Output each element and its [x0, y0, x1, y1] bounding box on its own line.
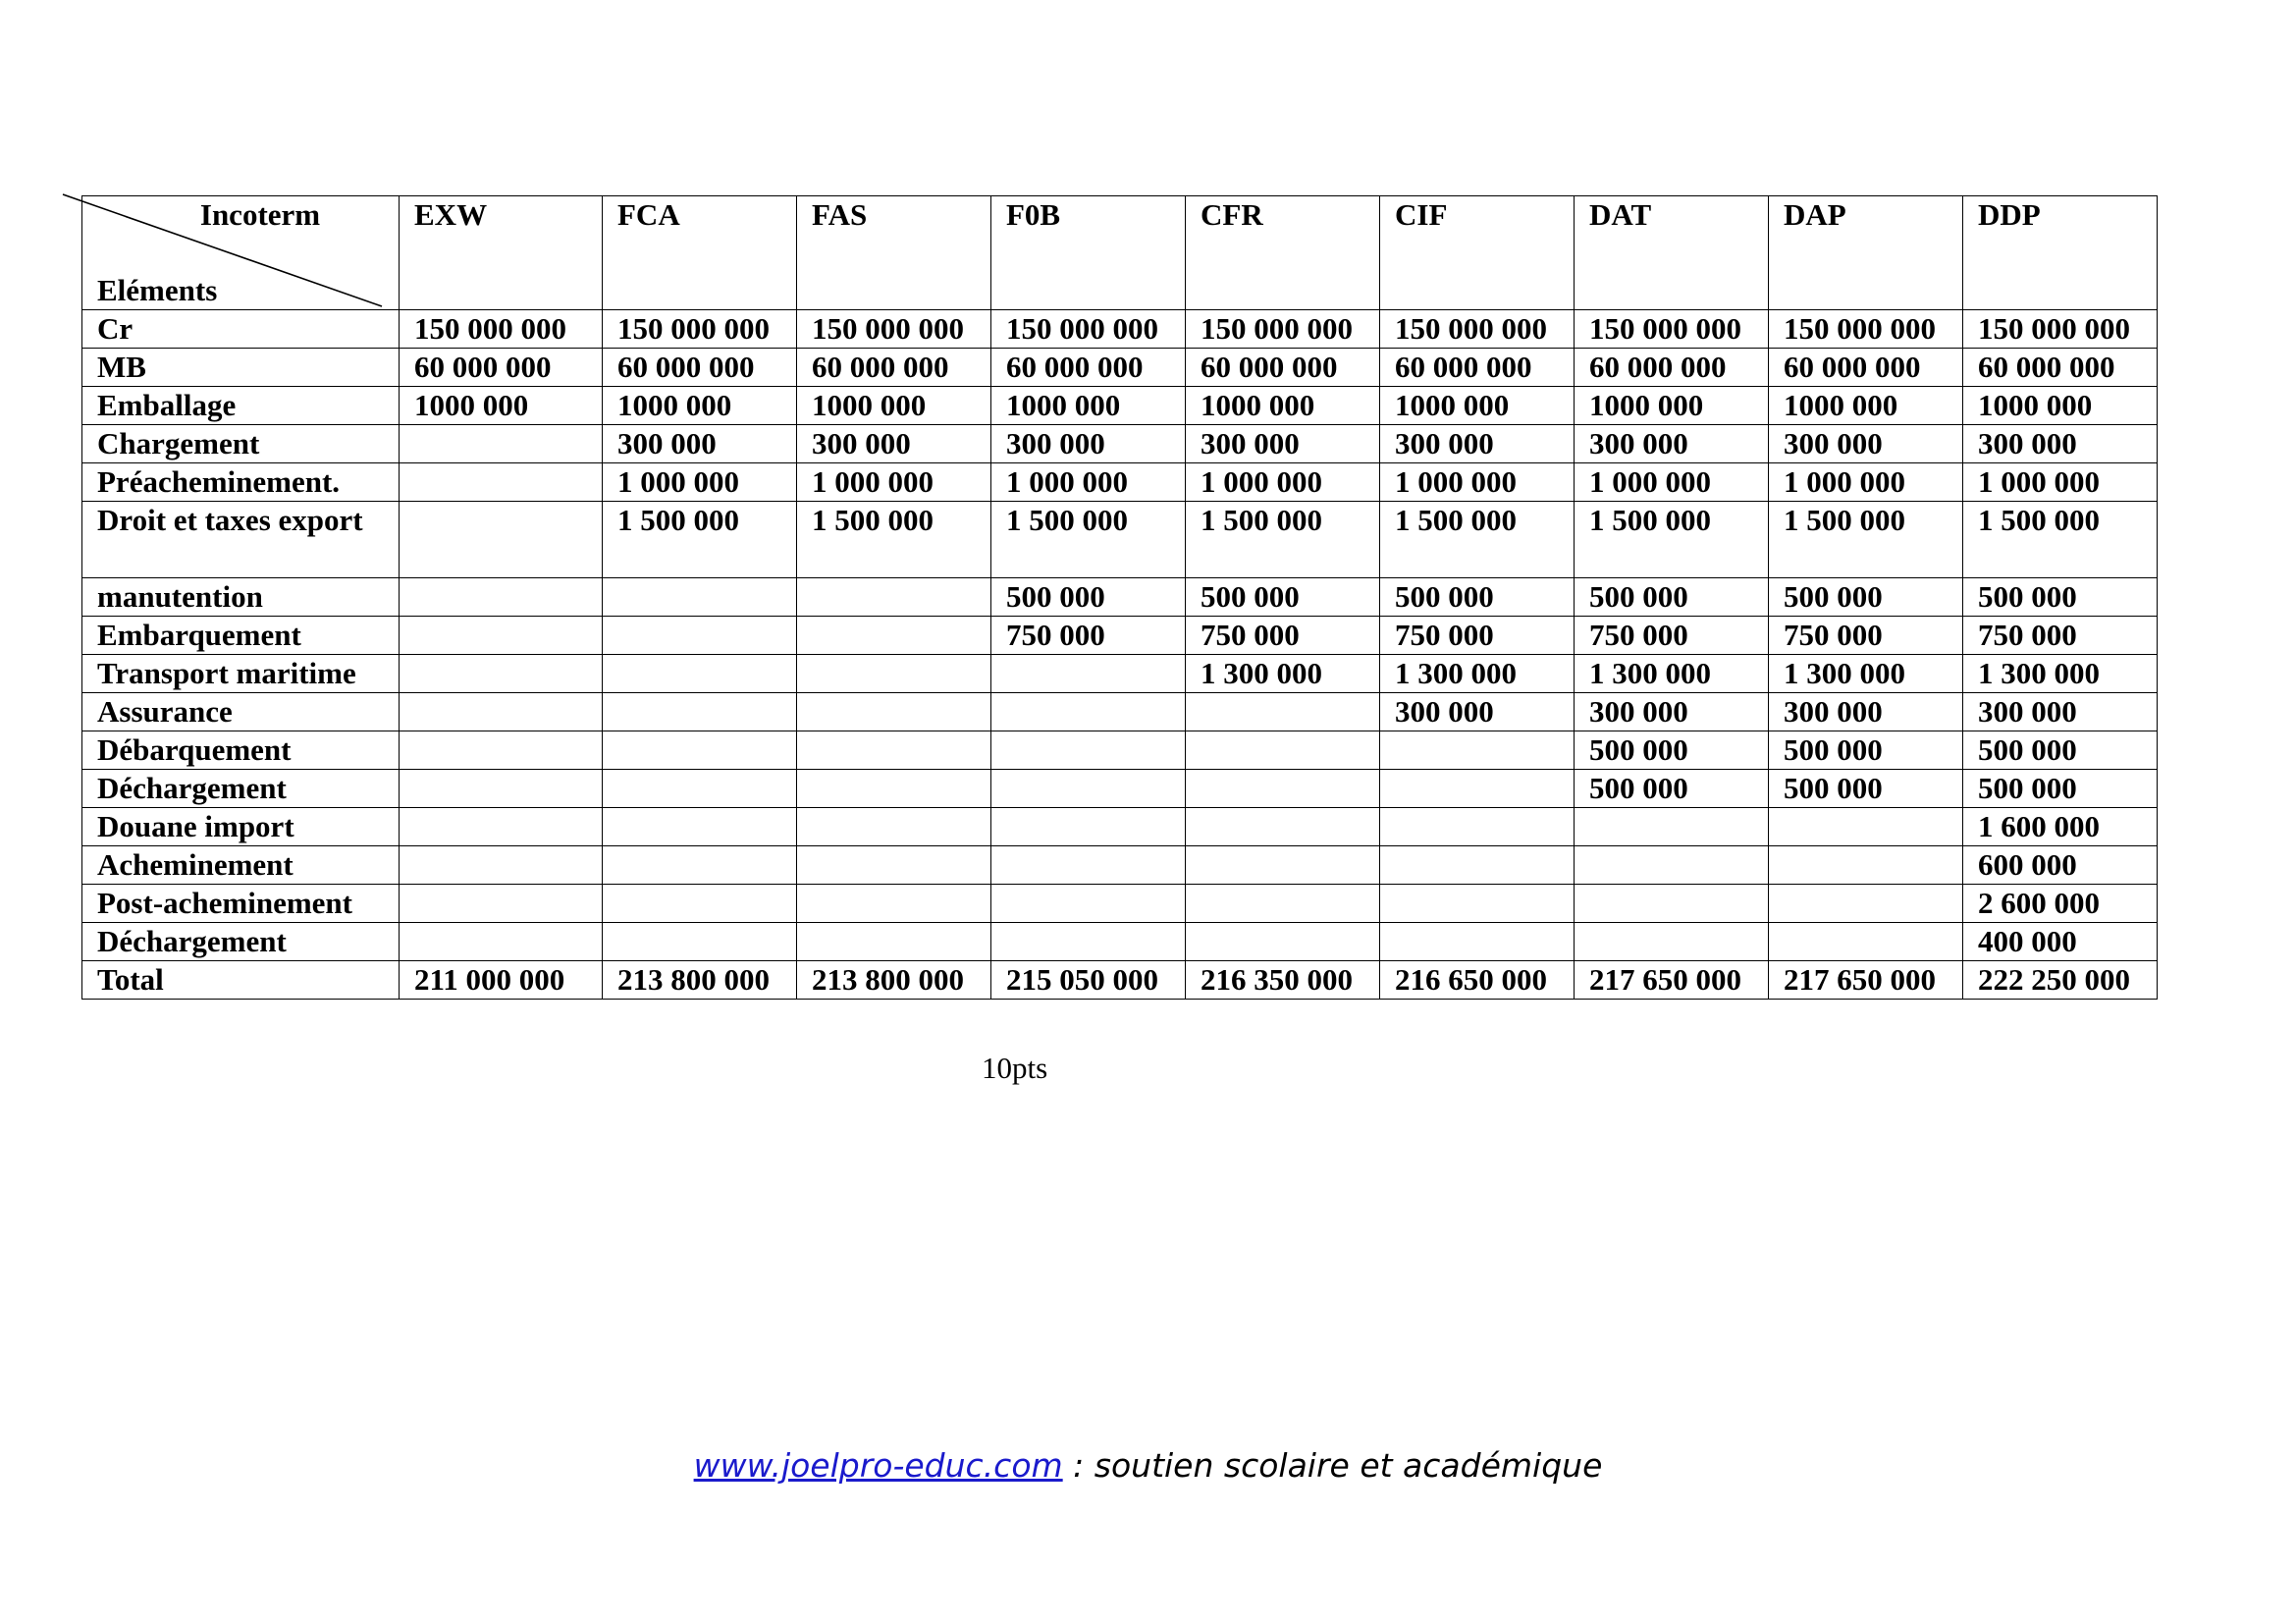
- table-cell: 750 000: [1186, 617, 1380, 655]
- table-cell: 750 000: [1769, 617, 1963, 655]
- row-label: Embarquement: [82, 617, 400, 655]
- row-label: Débarquement: [82, 731, 400, 770]
- table-cell: [797, 846, 991, 885]
- footer-tagline: : soutien scolaire et académique: [1062, 1446, 1603, 1485]
- table-cell: [1769, 846, 1963, 885]
- table-cell: 60 000 000: [797, 349, 991, 387]
- table-cell: [1575, 885, 1769, 923]
- table-row: [82, 578, 2158, 617]
- row-label: Emballage: [82, 387, 400, 425]
- table-cell: 1 000 000: [1769, 463, 1963, 502]
- table-cell: 1000 000: [603, 387, 797, 425]
- table-row: [82, 502, 2158, 578]
- table-cell: 1 000 000: [1380, 463, 1575, 502]
- table-cell: 216 650 000: [1380, 961, 1575, 1000]
- table-cell: 1 500 000: [603, 502, 797, 578]
- table-cell: 300 000: [1963, 693, 2158, 731]
- table-cell: [603, 731, 797, 770]
- table-row: [82, 617, 2158, 655]
- table-cell: [400, 885, 603, 923]
- table-cell: 1000 000: [1769, 387, 1963, 425]
- table-cell: 211 000 000: [400, 961, 603, 1000]
- table-cell: 60 000 000: [1186, 349, 1380, 387]
- table-cell: 60 000 000: [400, 349, 603, 387]
- table-cell: [1575, 846, 1769, 885]
- table-cell: 750 000: [1963, 617, 2158, 655]
- incoterm-cost-table: [81, 195, 2158, 1000]
- table-cell: [797, 693, 991, 731]
- column-header: DAP: [1769, 196, 1963, 310]
- table-cell: [400, 770, 603, 808]
- table-cell: 150 000 000: [603, 310, 797, 349]
- table-cell: 500 000: [991, 578, 1186, 617]
- table-cell: 1 500 000: [797, 502, 991, 578]
- table-cell: 300 000: [991, 425, 1186, 463]
- table-cell: [797, 808, 991, 846]
- table-cell: 150 000 000: [1186, 310, 1380, 349]
- table-row: [82, 961, 2158, 1000]
- row-label: Droit et taxes export: [82, 502, 400, 578]
- table-cell: 500 000: [1380, 578, 1575, 617]
- table-cell: 1 000 000: [797, 463, 991, 502]
- table-cell: 300 000: [1769, 693, 1963, 731]
- header-row: [82, 196, 2158, 310]
- table-row: [82, 923, 2158, 961]
- table-cell: 213 800 000: [603, 961, 797, 1000]
- column-header: FCA: [603, 196, 797, 310]
- table-cell: 1000 000: [1380, 387, 1575, 425]
- column-header: F0B: [991, 196, 1186, 310]
- corner-header-cell: [82, 196, 400, 310]
- row-label: Déchargement: [82, 770, 400, 808]
- table-cell: 300 000: [1186, 425, 1380, 463]
- table-cell: [400, 617, 603, 655]
- table-cell: 1 500 000: [1575, 502, 1769, 578]
- table-row: [82, 463, 2158, 502]
- table-cell: [603, 617, 797, 655]
- table-cell: 500 000: [1963, 578, 2158, 617]
- table-cell: [603, 655, 797, 693]
- column-header: CFR: [1186, 196, 1380, 310]
- table-cell: 222 250 000: [1963, 961, 2158, 1000]
- table-cell: [797, 655, 991, 693]
- table-cell: 150 000 000: [1963, 310, 2158, 349]
- column-header: CIF: [1380, 196, 1575, 310]
- table-cell: 60 000 000: [603, 349, 797, 387]
- table-cell: [1575, 808, 1769, 846]
- table-row: [82, 425, 2158, 463]
- table-cell: 400 000: [1963, 923, 2158, 961]
- row-label: Acheminement: [82, 846, 400, 885]
- table-cell: [1186, 808, 1380, 846]
- table-cell: 150 000 000: [1380, 310, 1575, 349]
- table-cell: 1 500 000: [991, 502, 1186, 578]
- table-cell: [1769, 923, 1963, 961]
- table-cell: [991, 885, 1186, 923]
- table-cell: [1186, 731, 1380, 770]
- row-label: Post-acheminement: [82, 885, 400, 923]
- table-cell: 1 000 000: [1186, 463, 1380, 502]
- table-row: [82, 349, 2158, 387]
- table-cell: 150 000 000: [400, 310, 603, 349]
- table-cell: [1380, 808, 1575, 846]
- table-cell: [603, 923, 797, 961]
- table-cell: [603, 808, 797, 846]
- table-cell: 213 800 000: [797, 961, 991, 1000]
- table-cell: [603, 578, 797, 617]
- table-cell: [603, 846, 797, 885]
- table-cell: [991, 846, 1186, 885]
- table-row: [82, 655, 2158, 693]
- table-cell: 500 000: [1186, 578, 1380, 617]
- table-cell: 300 000: [1963, 425, 2158, 463]
- column-header: EXW: [400, 196, 603, 310]
- table-row: [82, 808, 2158, 846]
- table-cell: 1 500 000: [1380, 502, 1575, 578]
- table-cell: [1769, 885, 1963, 923]
- table-cell: 1 000 000: [991, 463, 1186, 502]
- table-cell: 1 300 000: [1186, 655, 1380, 693]
- table-cell: [1380, 885, 1575, 923]
- table-cell: 60 000 000: [1575, 349, 1769, 387]
- table-cell: 500 000: [1769, 578, 1963, 617]
- table-cell: [1186, 770, 1380, 808]
- table-cell: 60 000 000: [1380, 349, 1575, 387]
- table-cell: [991, 655, 1186, 693]
- table-cell: [400, 463, 603, 502]
- table-cell: [1380, 731, 1575, 770]
- table-cell: 150 000 000: [1575, 310, 1769, 349]
- table-cell: [991, 923, 1186, 961]
- table-cell: 1000 000: [400, 387, 603, 425]
- table-cell: [797, 617, 991, 655]
- table-cell: [1769, 808, 1963, 846]
- table-cell: 300 000: [797, 425, 991, 463]
- table-cell: [797, 770, 991, 808]
- table-cell: 300 000: [1575, 425, 1769, 463]
- table-cell: 217 650 000: [1575, 961, 1769, 1000]
- row-label: Déchargement: [82, 923, 400, 961]
- table-cell: [797, 578, 991, 617]
- table-cell: [400, 425, 603, 463]
- row-label: Chargement: [82, 425, 400, 463]
- table-cell: 150 000 000: [1769, 310, 1963, 349]
- table-cell: [400, 923, 603, 961]
- table-cell: [1186, 923, 1380, 961]
- corner-label-elements: Eléments: [97, 273, 218, 307]
- table-cell: 60 000 000: [1963, 349, 2158, 387]
- footer: [0, 1446, 2296, 1485]
- table-row: [82, 693, 2158, 731]
- row-label: Préacheminement.: [82, 463, 400, 502]
- table-cell: [400, 502, 603, 578]
- table-row: [82, 310, 2158, 349]
- table-cell: 300 000: [603, 425, 797, 463]
- table-cell: 300 000: [1769, 425, 1963, 463]
- table-cell: 215 050 000: [991, 961, 1186, 1000]
- table-cell: 300 000: [1380, 693, 1575, 731]
- table-cell: 1 300 000: [1963, 655, 2158, 693]
- table-cell: 1000 000: [797, 387, 991, 425]
- table-cell: 60 000 000: [991, 349, 1186, 387]
- table-cell: [1575, 923, 1769, 961]
- table-cell: 150 000 000: [797, 310, 991, 349]
- table-cell: 150 000 000: [991, 310, 1186, 349]
- table-cell: 1 300 000: [1380, 655, 1575, 693]
- table-cell: 1 000 000: [1575, 463, 1769, 502]
- row-label: manutention: [82, 578, 400, 617]
- row-label: Assurance: [82, 693, 400, 731]
- table-cell: [1380, 770, 1575, 808]
- table-cell: [400, 578, 603, 617]
- points-note: 10pts: [982, 1051, 1048, 1085]
- table-cell: [603, 693, 797, 731]
- table-row: [82, 885, 2158, 923]
- table-cell: 1 000 000: [1963, 463, 2158, 502]
- table-cell: [797, 731, 991, 770]
- corner-label-incoterm: Incoterm: [199, 197, 321, 232]
- table-cell: 1 300 000: [1769, 655, 1963, 693]
- table-cell: [1186, 885, 1380, 923]
- table-cell: 2 600 000: [1963, 885, 2158, 923]
- table-cell: 1 600 000: [1963, 808, 2158, 846]
- row-label: MB: [82, 349, 400, 387]
- table-cell: 1 500 000: [1186, 502, 1380, 578]
- table-cell: [991, 693, 1186, 731]
- website-link[interactable]: www.joelpro-educ.com: [693, 1446, 1063, 1485]
- table-cell: 500 000: [1575, 770, 1769, 808]
- column-header: FAS: [797, 196, 991, 310]
- table-cell: [1380, 846, 1575, 885]
- table-cell: [603, 770, 797, 808]
- table-cell: 216 350 000: [1186, 961, 1380, 1000]
- table-cell: [400, 693, 603, 731]
- table-cell: 1 500 000: [1769, 502, 1963, 578]
- table-cell: 500 000: [1575, 578, 1769, 617]
- table-cell: 750 000: [1575, 617, 1769, 655]
- table-cell: [1186, 693, 1380, 731]
- table-cell: 750 000: [991, 617, 1186, 655]
- table-cell: 1 300 000: [1575, 655, 1769, 693]
- table-cell: 300 000: [1380, 425, 1575, 463]
- row-label: Transport maritime: [82, 655, 400, 693]
- table-row: [82, 846, 2158, 885]
- table-cell: [400, 731, 603, 770]
- table-cell: 1000 000: [1575, 387, 1769, 425]
- table-cell: [797, 923, 991, 961]
- table-cell: 750 000: [1380, 617, 1575, 655]
- table-cell: 1 500 000: [1963, 502, 2158, 578]
- column-header: DAT: [1575, 196, 1769, 310]
- table-cell: [991, 770, 1186, 808]
- row-label: Total: [82, 961, 400, 1000]
- table-cell: 1000 000: [991, 387, 1186, 425]
- table-cell: 217 650 000: [1769, 961, 1963, 1000]
- table-cell: 500 000: [1769, 731, 1963, 770]
- table-cell: 500 000: [1769, 770, 1963, 808]
- table-cell: [1186, 846, 1380, 885]
- table-cell: 500 000: [1963, 770, 2158, 808]
- table-cell: 500 000: [1575, 731, 1769, 770]
- table-row: [82, 731, 2158, 770]
- table-cell: 1000 000: [1963, 387, 2158, 425]
- table-row: [82, 770, 2158, 808]
- table-cell: 300 000: [1575, 693, 1769, 731]
- table-row: [82, 387, 2158, 425]
- table-cell: [400, 808, 603, 846]
- table-cell: [400, 846, 603, 885]
- table-cell: [1380, 923, 1575, 961]
- table-cell: [400, 655, 603, 693]
- row-label: Douane import: [82, 808, 400, 846]
- table-cell: [991, 808, 1186, 846]
- table-cell: 500 000: [1963, 731, 2158, 770]
- table-cell: [991, 731, 1186, 770]
- table-cell: 1000 000: [1186, 387, 1380, 425]
- table-cell: 60 000 000: [1769, 349, 1963, 387]
- table-cell: [603, 885, 797, 923]
- column-header: DDP: [1963, 196, 2158, 310]
- table-cell: 600 000: [1963, 846, 2158, 885]
- table-cell: 1 000 000: [603, 463, 797, 502]
- row-label: Cr: [82, 310, 400, 349]
- table-cell: [797, 885, 991, 923]
